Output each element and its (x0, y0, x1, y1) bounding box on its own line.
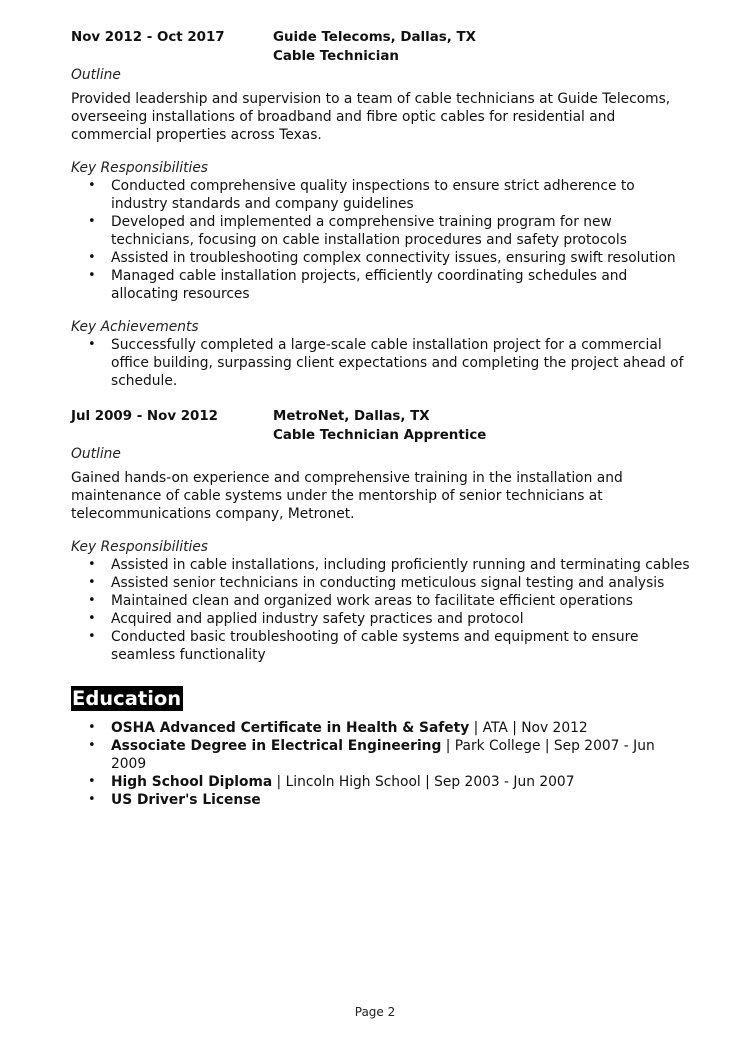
list-item (71, 213, 691, 249)
bullet-icon: • (88, 792, 96, 807)
list-item (71, 719, 691, 737)
bullet-icon: • (88, 178, 96, 193)
achievements-section (71, 318, 691, 390)
bullet-icon: • (88, 337, 96, 352)
outline-section (71, 445, 691, 523)
list-item-text: Managed cable installation projects, efficiently coordinating schedules and allocating resources (111, 268, 628, 302)
list-item-text: Maintained clean and organized work areas to facilitate efficient operations (111, 593, 633, 609)
bullet-icon: • (88, 575, 96, 590)
education-details: | Lincoln High School | Sep 2003 - Jun 2007 (272, 774, 575, 790)
responsibilities-list (71, 556, 691, 664)
outline-text: Provided leadership and supervision to a team of cable technicians at Guide Telecoms, overseeing installations of broadband and fibre optic cables for residential and commercial properties across Texas. (71, 91, 671, 143)
bullet-icon: • (88, 557, 96, 572)
education-section (71, 664, 691, 809)
list-item-text: Developed and implemented a comprehensive training program for new technicians, focusing on cable installation procedures and safety protocols (111, 214, 627, 248)
responsibilities-section (71, 538, 691, 664)
list-item (71, 249, 691, 267)
bullet-icon: • (88, 250, 96, 265)
education-details: | ATA | Nov 2012 (469, 720, 588, 736)
list-item-text: Assisted senior technicians in conducting meticulous signal testing and analysis (111, 575, 665, 591)
list-item (71, 177, 691, 213)
responsibilities-list (71, 177, 691, 303)
list-item-text: Acquired and applied industry safety practices and protocol (111, 611, 524, 627)
list-item (71, 574, 691, 592)
job-entry (71, 28, 691, 390)
bullet-icon: • (88, 214, 96, 229)
responsibilities-label: Key Responsibilities (71, 160, 208, 176)
responsibilities-label: Key Responsibilities (71, 539, 208, 555)
list-item-text: Assisted in troubleshooting complex connectivity issues, ensuring swift resolution (111, 250, 676, 266)
outline-label: Outline (71, 67, 121, 83)
job-org (273, 28, 691, 66)
bullet-icon: • (88, 611, 96, 626)
bullet-icon: • (88, 738, 96, 753)
list-item (71, 773, 691, 791)
list-item (71, 791, 691, 809)
bullet-icon: • (88, 774, 96, 789)
list-item-text: Successfully completed a large-scale cable installation project for a commercial office building, surpassing client expectations and completing the project ahead of schedule. (111, 337, 684, 389)
list-item (71, 737, 691, 773)
outline-section (71, 66, 691, 144)
bullet-icon: • (88, 593, 96, 608)
list-item (71, 336, 691, 390)
job-header (71, 28, 691, 66)
education-list (71, 719, 691, 809)
outline-text: Gained hands-on experience and comprehensive training in the installation and maintenance of cable systems under the mentorship of senior technicians at telecommunications company, Metronet. (71, 470, 623, 522)
outline-label: Outline (71, 446, 121, 462)
page-number: Page 2 (354, 1005, 396, 1019)
job-entry (71, 407, 691, 664)
list-item (71, 556, 691, 574)
list-item-text: Conducted comprehensive quality inspections to ensure strict adherence to industry standards and company guidelines (111, 178, 635, 212)
list-item-text: Assisted in cable installations, including proficiently running and terminating cables (111, 557, 690, 573)
education-details: | Park College | Sep 2007 - Jun 2009 (111, 738, 655, 772)
job-header (71, 407, 691, 445)
job-dates: Nov 2012 - Oct 2017 (71, 30, 225, 45)
bullet-icon: • (88, 720, 96, 735)
responsibilities-section (71, 159, 691, 303)
list-item (71, 267, 691, 303)
job-title: Cable Technician Apprentice (273, 428, 487, 443)
achievements-list (71, 336, 691, 390)
bullet-icon: • (88, 629, 96, 644)
education-name: Associate Degree in Electrical Engineering (111, 738, 442, 754)
job-company: Guide Telecoms, Dallas, TX (273, 30, 476, 45)
education-name: US Driver's License (111, 792, 261, 808)
education-name: High School Diploma (111, 774, 273, 790)
resume-page (71, 28, 691, 809)
list-item (71, 628, 691, 664)
list-item (71, 610, 691, 628)
education-name: OSHA Advanced Certificate in Health & Safety (111, 720, 470, 736)
list-item-text: Conducted basic troubleshooting of cable systems and equipment to ensure seamless functionality (111, 629, 639, 663)
list-item (71, 592, 691, 610)
job-org (273, 407, 691, 445)
job-title: Cable Technician (273, 49, 399, 64)
job-dates: Jul 2009 - Nov 2012 (71, 409, 218, 424)
achievements-label: Key Achievements (71, 319, 199, 335)
bullet-icon: • (88, 268, 96, 283)
education-heading: Education (72, 687, 182, 710)
job-company: MetroNet, Dallas, TX (273, 409, 430, 424)
